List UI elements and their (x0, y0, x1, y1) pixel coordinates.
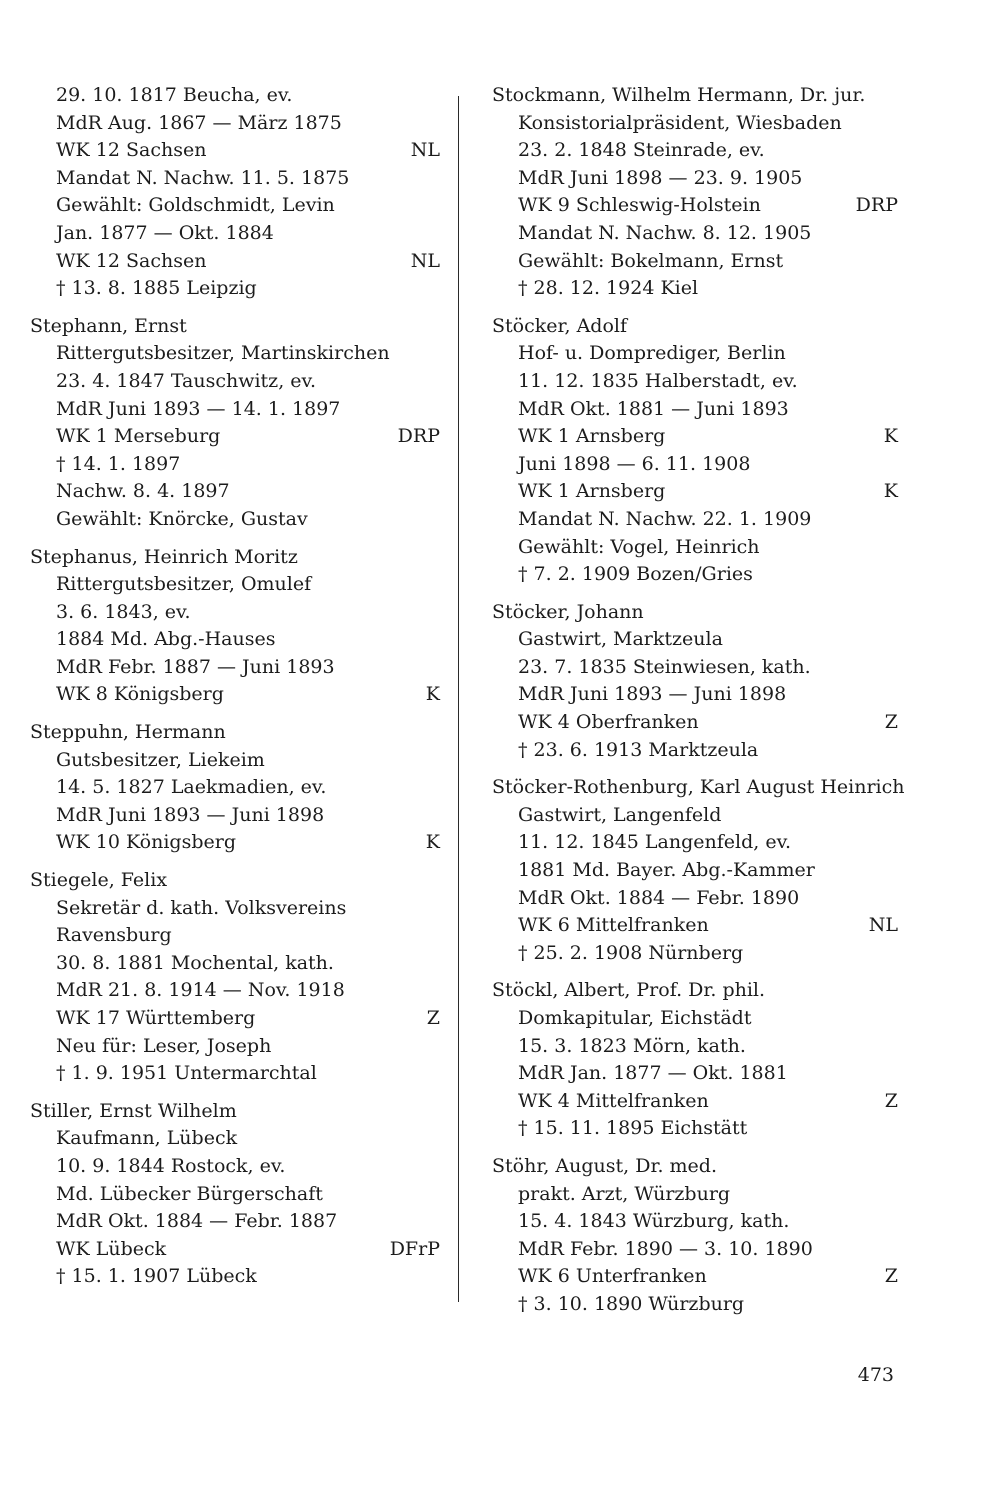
entry-line (492, 340, 898, 368)
entry-line (30, 340, 440, 368)
party-label: K (425, 683, 440, 706)
entry-line-text: WK 17 Württemberg (56, 1007, 256, 1029)
entry-line-text: MdR Juni 1893 — 14. 1. 1897 (56, 397, 341, 420)
entry-line-text: Neu für: Leser, Joseph (56, 1034, 272, 1057)
entry-name: Stephanus, Heinrich Moritz (30, 545, 298, 568)
entry-line-text: 23. 2. 1848 Steinrade, ev. (518, 139, 765, 162)
entry-line-text: Ravensburg (56, 924, 172, 947)
entry-line-text: MdR 21. 8. 1914 — Nov. 1918 (56, 979, 345, 1002)
party-label: DFrP (389, 1237, 440, 1260)
entry-line-text: Hof- u. Domprediger, Berlin (518, 342, 786, 365)
entry-line (492, 1115, 898, 1143)
entry-line-text: † 28. 12. 1924 Kiel (518, 277, 699, 300)
entry-line-text: MdR Jan. 1877 — Okt. 1881 (518, 1062, 788, 1085)
entry-line (30, 681, 440, 709)
entry-line (30, 599, 440, 627)
entry-line-text: WK 8 Königsberg (56, 683, 224, 706)
entry-line-text: Gewählt: Goldschmidt, Levin (56, 194, 335, 217)
entry-line (30, 1033, 440, 1061)
page-number: 473 (857, 1364, 894, 1386)
entry-line (30, 802, 440, 830)
entry-line-text: † 7. 2. 1909 Bozen/Gries (518, 563, 753, 586)
entry-line-text: Domkapitular, Eichstädt (518, 1007, 752, 1029)
entry-name: Stöcker, Johann (492, 600, 644, 623)
entry-line (492, 1181, 898, 1209)
entry-line-text: † 15. 11. 1895 Eichstätt (518, 1117, 748, 1140)
entry-line-text: Gewählt: Knörcke, Gustav (56, 507, 308, 530)
entry-line (492, 1060, 898, 1088)
biography-entry (30, 719, 440, 857)
entry-line-text: Gastwirt, Marktzeula (518, 628, 723, 651)
entry-line-text: MdR Okt. 1884 — Febr. 1890 (518, 886, 800, 909)
entry-line (492, 561, 898, 589)
entry-line-text: WK 9 Schleswig-Holstein (518, 194, 761, 217)
entry-line (492, 709, 898, 737)
entry-line (492, 137, 898, 165)
entry-name: Stephann, Ernst (30, 314, 187, 337)
entry-line-text: MdR Juni 1893 — Juni 1898 (56, 803, 325, 826)
entry-line (492, 110, 898, 138)
entry-line (30, 626, 440, 654)
entry-line (492, 857, 898, 885)
entry-line-text: † 15. 1. 1907 Lübeck (56, 1265, 257, 1288)
party-label: K (425, 831, 440, 854)
entry-name: Stockmann, Wilhelm Hermann, Dr. jur. (492, 84, 866, 106)
entry-line-text: Rittergutsbesitzer, Martinskirchen (56, 342, 390, 365)
biography-entry (30, 544, 440, 710)
entry-line (30, 275, 440, 303)
entry-line (492, 912, 898, 940)
entry-line (492, 368, 898, 396)
entry-line (30, 1181, 440, 1209)
entry-line (492, 681, 898, 709)
entry-line-text: 10. 9. 1844 Rostock, ev. (56, 1154, 286, 1177)
entry-line-text: 14. 5. 1827 Laekmadien, ev. (56, 776, 327, 799)
entry-line (30, 747, 440, 775)
entry-line-text: 11. 12. 1835 Halberstadt, ev. (518, 369, 798, 392)
party-label: Z (884, 1265, 898, 1288)
biography-entry (30, 867, 440, 1088)
biography-entry (30, 313, 440, 534)
entry-line (30, 368, 440, 396)
entry-line-text: † 13. 8. 1885 Leipzig (56, 277, 257, 300)
entry-line (30, 1153, 440, 1181)
party-label: NL (410, 249, 440, 272)
entry-line (492, 1263, 898, 1291)
entry-line (30, 451, 440, 479)
entry-name: Stöcker, Adolf (492, 314, 627, 337)
entry-line-text: 3. 6. 1843, ev. (56, 600, 191, 623)
entry-line-text: † 23. 6. 1913 Marktzeula (518, 738, 759, 761)
entry-line (492, 220, 898, 248)
entry-line-text: 15. 3. 1823 Mörn, kath. (518, 1034, 746, 1057)
entry-line-text: 11. 12. 1845 Langenfeld, ev. (518, 831, 792, 854)
entry-line (30, 1236, 440, 1264)
entry-line (30, 829, 440, 857)
entry-line-text: Sekretär d. kath. Volksvereins (56, 896, 347, 919)
entry-line (492, 478, 898, 506)
entry-line-text: WK 6 Unterfranken (518, 1265, 707, 1288)
entry-line (492, 506, 898, 534)
entry-line-text: WK 4 Oberfranken (518, 711, 699, 734)
entry-line (492, 451, 898, 479)
entry-name: Steppuhn, Hermann (30, 721, 226, 744)
entry-line-text: MdR Juni 1898 — 23. 9. 1905 (518, 166, 803, 189)
entry-line (492, 654, 898, 682)
biography-entry (30, 1098, 440, 1291)
entry-line (492, 1033, 898, 1061)
entry-line-text: Gewählt: Bokelmann, Ernst (518, 249, 784, 272)
entry-line-text: 15. 4. 1843 Würzburg, kath. (518, 1210, 790, 1233)
entry-line-text: Mandat N. Nachw. 8. 12. 1905 (518, 221, 812, 244)
entry-line (492, 1005, 898, 1033)
entry-line (30, 571, 440, 599)
entry-name: Stiller, Ernst Wilhelm (30, 1099, 237, 1122)
entry-line (492, 275, 898, 303)
entry-line-text: WK 1 Arnsberg (518, 425, 666, 448)
entry-line-text: MdR Aug. 1867 — März 1875 (56, 111, 342, 134)
entry-line-text: MdR Febr. 1890 — 3. 10. 1890 (518, 1237, 813, 1260)
biography-entry (492, 599, 898, 765)
entry-line-text: 30. 8. 1881 Mochental, kath. (56, 951, 334, 974)
biography-entry (492, 774, 905, 967)
entry-line (30, 110, 440, 138)
entry-line-text: WK 6 Mittelfranken (518, 914, 709, 937)
entry-name: Stöckl, Albert, Prof. Dr. phil. (492, 979, 766, 1002)
entry-line-text: Jan. 1877 — Okt. 1884 (56, 221, 274, 244)
entry-line (30, 478, 440, 506)
entry-line (30, 1125, 440, 1153)
entry-line (30, 922, 440, 950)
entry-line-text: MdR Okt. 1884 — Febr. 1887 (56, 1210, 338, 1233)
entry-name: Stiegele, Felix (30, 869, 168, 892)
entry-name: Stöcker-Rothenburg, Karl August Heinrich (492, 776, 905, 799)
party-label: K (883, 425, 898, 448)
entry-line (30, 192, 440, 220)
entry-line-text: WK 4 Mittelfranken (518, 1089, 709, 1112)
entry-line (492, 423, 898, 451)
entry-line (492, 626, 898, 654)
entry-line-text: WK 12 Sachsen (56, 249, 207, 272)
column-divider (458, 96, 459, 1302)
entry-line (492, 165, 898, 193)
entry-line-text: † 25. 2. 1908 Nürnberg (518, 941, 744, 964)
entry-line-text: Gewählt: Vogel, Heinrich (518, 535, 760, 558)
entry-line-text: Rittergutsbesitzer, Omulef (56, 573, 312, 596)
entry-line-text: Mandat N. Nachw. 22. 1. 1909 (518, 507, 812, 530)
entry-line (492, 248, 898, 276)
entry-line (30, 220, 440, 248)
entry-line (30, 165, 440, 193)
entry-line (492, 1088, 898, 1116)
party-label: NL (868, 914, 898, 937)
entry-line-text: WK Lübeck (56, 1237, 167, 1260)
entry-line-text: Konsistorialpräsident, Wiesbaden (518, 111, 842, 134)
party-label: Z (884, 711, 898, 734)
entry-line-text: Gutsbesitzer, Liekeim (56, 748, 265, 771)
entry-line (492, 1291, 898, 1319)
entry-line-text: WK 1 Arnsberg (518, 480, 666, 503)
entry-line-text: † 1. 9. 1951 Untermarchtal (56, 1062, 317, 1085)
party-label: K (883, 480, 898, 503)
entry-line (30, 396, 440, 424)
entry-line (492, 1236, 898, 1264)
party-label: DRP (855, 194, 898, 217)
entry-line-text: † 14. 1. 1897 (56, 452, 181, 475)
entry-line-text: Md. Lübecker Bürgerschaft (56, 1182, 323, 1205)
biography-entry (492, 977, 898, 1143)
entry-line (492, 737, 898, 765)
right-column (492, 82, 905, 1329)
entry-line-text: MdR Juni 1893 — Juni 1898 (518, 683, 787, 706)
entry-line-text: WK 12 Sachsen (56, 139, 207, 162)
entry-line (492, 1208, 898, 1236)
entry-line-text: MdR Febr. 1887 — Juni 1893 (56, 655, 335, 678)
entry-line (492, 192, 898, 220)
party-label: DRP (397, 425, 440, 448)
entry-line-text: 1884 Md. Abg.-Hauses (56, 628, 276, 651)
entry-line-text: prakt. Arzt, Würzburg (518, 1182, 731, 1205)
party-label: Z (884, 1089, 898, 1112)
entry-line (30, 423, 440, 451)
entry-line (30, 137, 440, 165)
entry-line-text: Juni 1898 — 6. 11. 1908 (518, 452, 751, 475)
entry-line (30, 506, 440, 534)
entry-line (30, 654, 440, 682)
entry-line (30, 82, 440, 110)
entry-line (30, 950, 440, 978)
biography-entry (492, 82, 898, 303)
entry-line-text: Nachw. 8. 4. 1897 (56, 480, 230, 503)
biography-entry (30, 82, 440, 303)
entry-line (492, 940, 898, 968)
entry-name: Stöhr, August, Dr. med. (492, 1154, 717, 1177)
entry-line-text: † 3. 10. 1890 Würzburg (518, 1292, 745, 1315)
biography-entry (492, 1153, 898, 1319)
entry-line (492, 829, 898, 857)
left-column (30, 82, 440, 1301)
party-label: NL (410, 139, 440, 162)
entry-line (30, 895, 440, 923)
entry-line-text: Mandat N. Nachw. 11. 5. 1875 (56, 166, 350, 189)
entry-line-text: 1881 Md. Bayer. Abg.-Kammer (518, 859, 815, 882)
entry-line-text: Kaufmann, Lübeck (56, 1127, 238, 1150)
entry-line (30, 248, 440, 276)
entry-line (30, 1060, 440, 1088)
entry-line (492, 802, 898, 830)
entry-line (30, 1263, 440, 1291)
entry-line (30, 774, 440, 802)
party-label: Z (426, 1007, 440, 1029)
entry-line-text: WK 10 Königsberg (56, 831, 236, 854)
entry-line (492, 885, 898, 913)
entry-line-text: MdR Okt. 1881 — Juni 1893 (518, 397, 789, 420)
entry-line-text: 23. 4. 1847 Tauschwitz, ev. (56, 369, 317, 392)
entry-line-text: Gastwirt, Langenfeld (518, 803, 722, 826)
entry-line (30, 977, 440, 1005)
entry-line-text: 29. 10. 1817 Beucha, ev. (56, 84, 293, 106)
entry-line (30, 1005, 440, 1033)
entry-line-text: WK 1 Merseburg (56, 425, 221, 448)
biography-entry (492, 313, 898, 589)
entry-line (492, 534, 898, 562)
entry-line (30, 1208, 440, 1236)
entry-line-text: 23. 7. 1835 Steinwiesen, kath. (518, 655, 811, 678)
entry-line (492, 396, 898, 424)
